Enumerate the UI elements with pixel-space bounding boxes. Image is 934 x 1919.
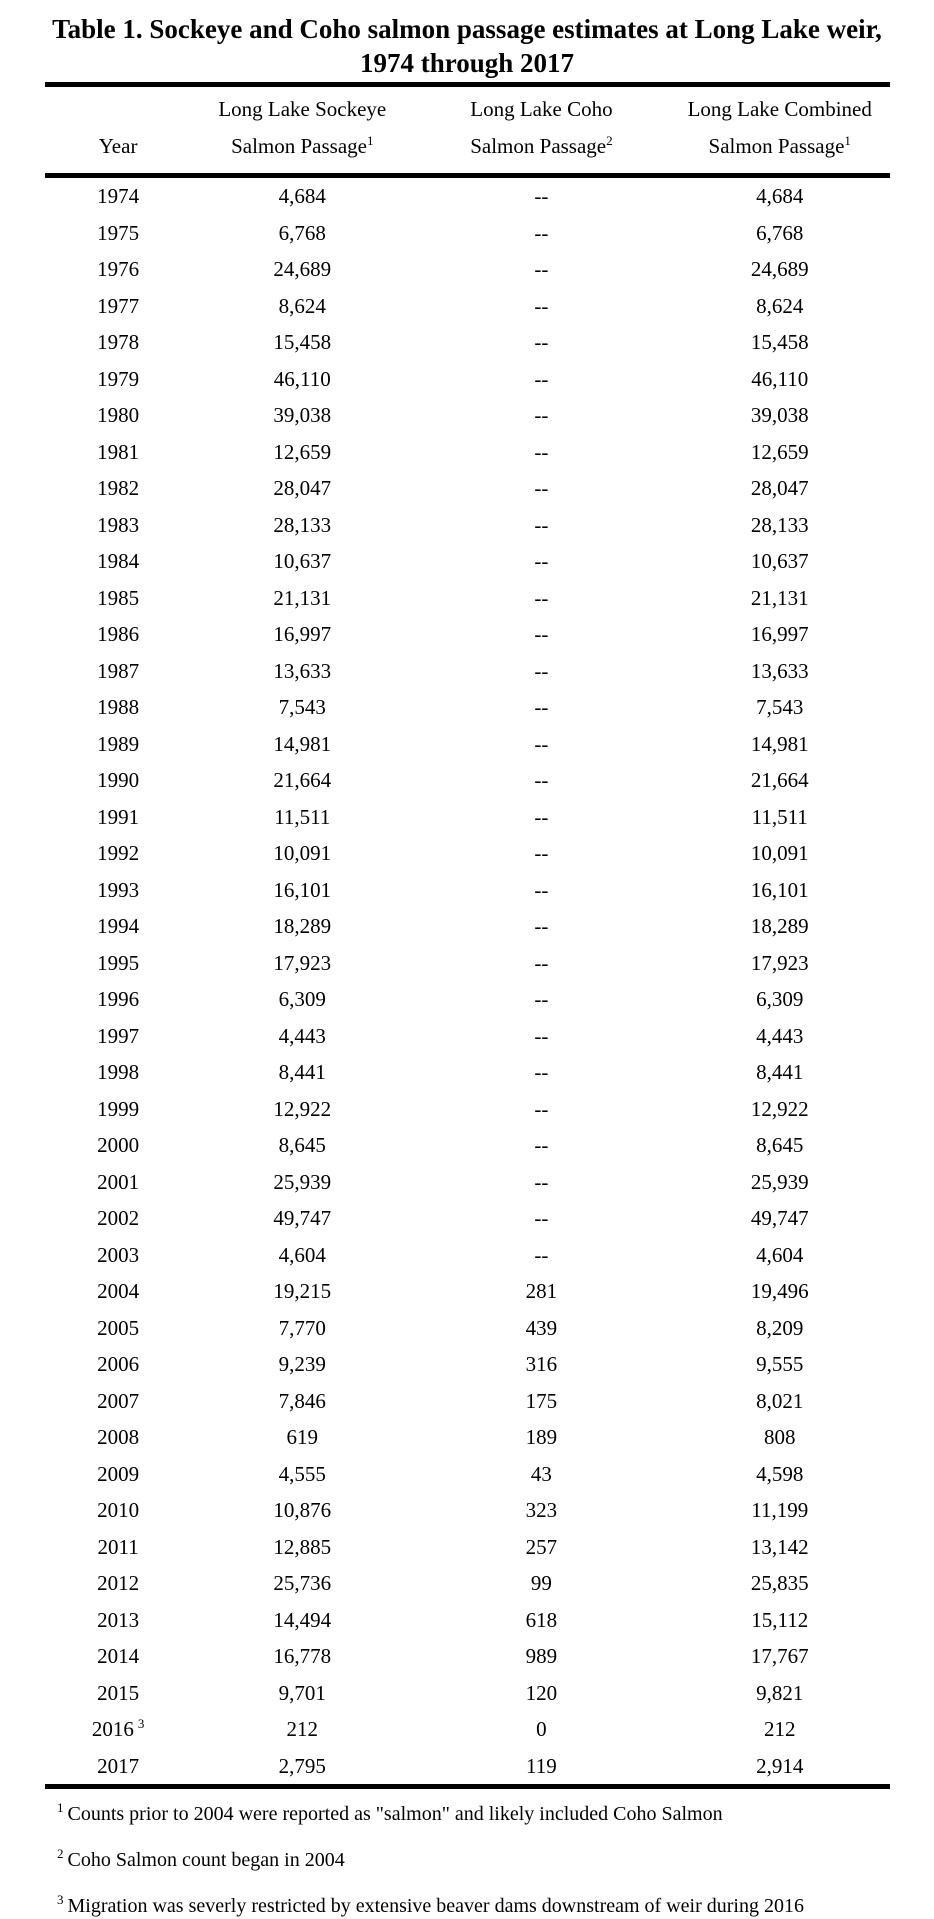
table-title-line1: Table 1. Sockeye and Coho salmon passage estimates at Long Lake weir, <box>52 14 882 44</box>
combined-cell: 2,914 <box>756 1753 804 1778</box>
combined-cell: 808 <box>763 1425 796 1449</box>
column-header-combined-line1: Long Lake Combined <box>687 97 872 121</box>
column-header-sockeye-line1: Long Lake Sockeye <box>218 97 387 121</box>
sockeye-cell: 49,747 <box>273 1206 332 1230</box>
sockeye-cell: 4,684 <box>278 184 326 208</box>
coho-cell: 175 <box>525 1388 558 1413</box>
year-cell: 2014 <box>97 1644 140 1668</box>
table-row <box>45 1273 890 1310</box>
column-header-year <box>45 85 191 176</box>
table-row <box>45 799 890 836</box>
combined-cell: 8,021 <box>756 1388 804 1413</box>
table-row <box>45 981 890 1018</box>
column-header-year-label: Year <box>98 134 138 158</box>
sockeye-cell: 7,770 <box>278 1315 326 1340</box>
coho-cell: 989 <box>525 1644 558 1668</box>
year-cell: 2001 <box>97 1169 140 1194</box>
sockeye-cell: 8,441 <box>278 1060 326 1084</box>
year-cell: 1987 <box>97 658 140 683</box>
footnote-3 <box>57 1891 934 1919</box>
table-row <box>45 835 890 872</box>
coho-cell: -- <box>534 1096 549 1121</box>
footnote-text: Counts prior to 2004 were reported as "salmon" and likely included Coho Salmon <box>67 1803 723 1825</box>
sockeye-cell: 4,443 <box>278 1023 326 1048</box>
year-cell: 2008 <box>97 1425 140 1449</box>
sockeye-cell: 14,494 <box>273 1607 332 1632</box>
table-row <box>45 1127 890 1164</box>
sockeye-cell: 11,511 <box>274 804 331 829</box>
column-header-coho-line1: Long Lake Coho <box>470 97 613 121</box>
year-cell: 1984 <box>97 549 140 573</box>
table-row <box>45 726 890 763</box>
sockeye-cell: 8,624 <box>278 293 326 318</box>
combined-cell: 21,664 <box>750 768 809 792</box>
year-cell: 2012 <box>97 1571 140 1595</box>
combined-cell: 6,309 <box>756 987 804 1011</box>
column-header-combined <box>669 85 890 176</box>
combined-cell: 25,835 <box>750 1571 809 1595</box>
sockeye-cell: 46,110 <box>273 366 331 391</box>
combined-cell: 8,441 <box>756 1060 804 1084</box>
header-row <box>45 85 890 176</box>
sockeye-cell: 28,133 <box>273 512 332 537</box>
footnote-text: Migration was severly restricted by extensive beaver dams downstream of weir during 2016 <box>67 1895 804 1917</box>
sockeye-cell: 7,543 <box>278 695 326 719</box>
sockeye-cell: 21,131 <box>273 585 332 610</box>
combined-cell: 10,091 <box>750 841 809 865</box>
footnote-2 <box>57 1845 934 1875</box>
sockeye-cell: 19,215 <box>273 1279 332 1303</box>
salmon-passage-table <box>45 82 890 1789</box>
footnote-marker-1: 1 <box>366 133 374 148</box>
combined-cell: 15,458 <box>750 330 809 354</box>
table-row <box>45 689 890 726</box>
table-row <box>45 176 890 215</box>
combined-cell: 16,101 <box>750 877 809 902</box>
sockeye-cell: 15,458 <box>273 330 332 354</box>
year-cell: 1981 <box>97 439 140 464</box>
coho-cell: 281 <box>525 1279 558 1303</box>
coho-cell: -- <box>534 549 549 573</box>
sockeye-cell: 9,701 <box>278 1680 326 1705</box>
sockeye-cell: 25,736 <box>273 1571 332 1595</box>
year-cell: 2004 <box>97 1279 140 1303</box>
coho-cell: -- <box>534 695 549 719</box>
footnote-marker-2: 2 <box>57 1846 64 1862</box>
table-row <box>45 1456 890 1493</box>
coho-cell: -- <box>534 512 549 537</box>
coho-cell: -- <box>534 731 549 756</box>
coho-cell: -- <box>534 330 549 354</box>
table-row <box>45 288 890 325</box>
coho-cell: -- <box>534 439 549 464</box>
combined-cell: 24,689 <box>750 257 809 281</box>
sockeye-cell: 39,038 <box>273 403 332 427</box>
combined-cell: 17,923 <box>750 950 809 975</box>
coho-cell: 99 <box>530 1571 552 1595</box>
year-cell: 2005 <box>97 1315 140 1340</box>
year-cell: 1994 <box>97 914 140 938</box>
sockeye-cell: 17,923 <box>273 950 332 975</box>
year-cell: 1988 <box>97 695 140 719</box>
combined-cell: 11,199 <box>751 1498 809 1522</box>
year-cell: 2013 <box>97 1607 140 1632</box>
table-row <box>45 470 890 507</box>
table-row <box>45 1383 890 1420</box>
coho-cell: -- <box>534 585 549 610</box>
coho-cell: 0 <box>536 1717 547 1741</box>
table-row <box>45 580 890 617</box>
sockeye-cell: 21,664 <box>273 768 332 792</box>
table-row <box>45 1602 890 1639</box>
table-row <box>45 1346 890 1383</box>
combined-cell: 9,821 <box>756 1680 804 1705</box>
column-header-sockeye <box>191 85 413 176</box>
combined-cell: 7,543 <box>756 695 804 719</box>
coho-cell: -- <box>534 476 549 500</box>
combined-cell: 8,624 <box>756 293 804 318</box>
table-row <box>45 1200 890 1237</box>
footnote-marker-1: 1 <box>844 133 851 148</box>
coho-cell: 257 <box>525 1534 558 1559</box>
table-row <box>45 653 890 690</box>
coho-cell: -- <box>534 257 549 281</box>
coho-cell: 618 <box>525 1607 558 1632</box>
combined-cell: 21,131 <box>750 585 809 610</box>
coho-cell: -- <box>534 1169 549 1194</box>
sockeye-cell: 7,846 <box>278 1388 326 1413</box>
coho-cell: 189 <box>525 1425 558 1449</box>
combined-cell: 14,981 <box>750 731 809 756</box>
coho-cell: -- <box>534 658 549 683</box>
coho-cell: -- <box>534 1133 549 1157</box>
table-row <box>45 908 890 945</box>
combined-cell: 39,038 <box>750 403 809 427</box>
sockeye-cell: 16,101 <box>273 877 332 902</box>
year-cell: 1978 <box>97 330 140 354</box>
coho-cell: 120 <box>525 1680 558 1705</box>
column-header-coho-line2: Salmon Passage$^2$ <box>470 133 613 158</box>
sockeye-cell: 24,689 <box>273 257 332 281</box>
combined-cell: 17,767 <box>750 1644 809 1668</box>
table-row <box>45 397 890 434</box>
coho-cell: 119 <box>526 1753 557 1778</box>
table-header <box>45 85 890 176</box>
year-cell: 1997 <box>97 1023 140 1048</box>
table-row <box>45 1091 890 1128</box>
footnote-marker-2: 2 <box>606 133 613 148</box>
table-row <box>45 1018 890 1055</box>
combined-cell: 28,133 <box>750 512 809 537</box>
coho-cell: 316 <box>525 1352 558 1376</box>
footnote-marker-3: 3 <box>137 1716 145 1731</box>
footnote-1 <box>57 1799 934 1829</box>
year-cell: 2016 $^3$ <box>91 1716 145 1741</box>
year-cell: 1990 <box>97 768 140 792</box>
combined-cell: 18,289 <box>750 914 809 938</box>
combined-cell: 4,443 <box>756 1023 804 1048</box>
table-row <box>45 1237 890 1274</box>
table-row <box>45 872 890 909</box>
year-cell: 2011 <box>97 1534 139 1559</box>
year-cell: 1986 <box>97 622 140 646</box>
table-row <box>45 215 890 252</box>
table-row <box>45 1054 890 1091</box>
coho-cell: -- <box>534 950 549 975</box>
column-header-sockeye-line2: Salmon Passage$^1$ <box>231 133 374 158</box>
year-cell: 1977 <box>97 293 140 318</box>
table-row <box>45 1748 890 1787</box>
combined-cell: 6,768 <box>756 220 804 245</box>
year-cell: 1995 <box>97 950 140 975</box>
table-row <box>45 324 890 361</box>
sockeye-cell: 12,885 <box>273 1534 332 1559</box>
year-cell: 1985 <box>97 585 140 610</box>
table-row <box>45 1529 890 1566</box>
year-cell: 2015 <box>97 1680 140 1705</box>
combined-cell: 46,110 <box>751 366 809 391</box>
combined-cell: 8,209 <box>756 1315 804 1340</box>
year-cell: 1983 <box>97 512 140 537</box>
table-row <box>45 1638 890 1675</box>
table-body <box>45 176 890 1787</box>
table-row <box>45 945 890 982</box>
year-cell: 1979 <box>97 366 140 391</box>
coho-cell: -- <box>534 877 549 902</box>
coho-cell: -- <box>534 768 549 792</box>
coho-cell: -- <box>534 403 549 427</box>
footnote-text: Coho Salmon count began in 2004 <box>67 1849 345 1871</box>
coho-cell: -- <box>534 1060 549 1084</box>
table-row <box>45 1565 890 1602</box>
table-row <box>45 762 890 799</box>
year-cell: 1999 <box>97 1096 140 1121</box>
sockeye-cell: 619 <box>286 1425 319 1449</box>
sockeye-cell: 12,659 <box>273 439 332 464</box>
coho-cell: 43 <box>530 1461 552 1486</box>
sockeye-cell: 6,768 <box>278 220 326 245</box>
coho-cell: -- <box>534 1023 549 1048</box>
year-cell: 1980 <box>97 403 140 427</box>
table-row <box>45 251 890 288</box>
footnotes <box>57 1799 934 1919</box>
sockeye-cell: 4,604 <box>278 1242 326 1267</box>
table-row <box>45 507 890 544</box>
combined-cell: 15,112 <box>751 1607 809 1632</box>
table-title-line2: 1974 through 2017 <box>359 48 575 78</box>
table-title <box>0 0 934 80</box>
sockeye-cell: 12,922 <box>273 1096 332 1121</box>
footnote-marker-1: 1 <box>57 1800 64 1816</box>
combined-cell: 10,637 <box>750 549 809 573</box>
table-row <box>45 361 890 398</box>
coho-cell: -- <box>534 841 549 865</box>
sockeye-cell: 14,981 <box>273 731 332 756</box>
sockeye-cell: 212 <box>286 1717 319 1741</box>
combined-cell: 12,659 <box>750 439 809 464</box>
table-row <box>45 1711 890 1748</box>
column-header-combined-line2: Salmon Passage$^1$ <box>708 133 851 158</box>
coho-cell: -- <box>534 220 549 245</box>
year-cell: 1996 <box>97 987 140 1011</box>
combined-cell: 28,047 <box>750 476 809 500</box>
table-row <box>45 434 890 471</box>
year-cell: 2010 <box>97 1498 140 1522</box>
sockeye-cell: 10,637 <box>273 549 332 573</box>
combined-cell: 212 <box>763 1717 796 1741</box>
coho-cell: -- <box>534 804 549 829</box>
coho-cell: -- <box>534 914 549 938</box>
coho-cell: -- <box>534 987 549 1011</box>
year-cell: 1992 <box>97 841 140 865</box>
year-cell: 1976 <box>97 257 140 281</box>
year-cell: 2007 <box>97 1388 140 1413</box>
coho-cell: 439 <box>525 1315 558 1340</box>
combined-cell: 12,922 <box>750 1096 809 1121</box>
table-row <box>45 616 890 653</box>
combined-cell: 4,604 <box>756 1242 804 1267</box>
coho-cell: -- <box>534 184 549 208</box>
coho-cell: 323 <box>525 1498 558 1522</box>
combined-cell: 11,511 <box>751 804 808 829</box>
coho-cell: -- <box>534 293 549 318</box>
sockeye-cell: 6,309 <box>278 987 326 1011</box>
year-cell: 1991 <box>97 804 140 829</box>
table-row <box>45 1164 890 1201</box>
year-cell: 2017 <box>97 1753 140 1778</box>
year-cell: 1989 <box>97 731 140 756</box>
table-row <box>45 1492 890 1529</box>
combined-cell: 4,598 <box>756 1461 804 1486</box>
sockeye-cell: 10,876 <box>273 1498 332 1522</box>
sockeye-cell: 9,239 <box>278 1352 326 1376</box>
table-row <box>45 1419 890 1456</box>
year-cell: 1974 <box>97 184 140 208</box>
combined-cell: 13,142 <box>750 1534 809 1559</box>
combined-cell: 19,496 <box>750 1279 809 1303</box>
year-cell: 2009 <box>97 1461 140 1486</box>
coho-cell: -- <box>534 622 549 646</box>
table-row <box>45 1310 890 1347</box>
coho-cell: -- <box>534 1242 549 1267</box>
combined-cell: 8,645 <box>756 1133 804 1157</box>
year-cell: 1998 <box>97 1060 140 1084</box>
sockeye-cell: 25,939 <box>273 1169 332 1194</box>
year-cell: 2002 <box>97 1206 140 1230</box>
year-cell: 1993 <box>97 877 140 902</box>
year-cell: 2003 <box>97 1242 140 1267</box>
sockeye-cell: 16,997 <box>273 622 332 646</box>
sockeye-cell: 2,795 <box>278 1753 326 1778</box>
table-row <box>45 543 890 580</box>
sockeye-cell: 13,633 <box>273 658 332 683</box>
year-cell: 1982 <box>97 476 140 500</box>
sockeye-cell: 18,289 <box>273 914 332 938</box>
column-header-coho <box>413 85 669 176</box>
table-row <box>45 1675 890 1712</box>
combined-cell: 16,997 <box>750 622 809 646</box>
year-cell: 1975 <box>97 220 140 245</box>
year-cell: 2006 <box>97 1352 140 1376</box>
combined-cell: 9,555 <box>756 1352 804 1376</box>
year-cell: 2000 <box>97 1133 140 1157</box>
sockeye-cell: 28,047 <box>273 476 332 500</box>
coho-cell: -- <box>534 366 549 391</box>
sockeye-cell: 8,645 <box>278 1133 326 1157</box>
sockeye-cell: 16,778 <box>273 1644 332 1668</box>
combined-cell: 4,684 <box>756 184 804 208</box>
footnote-marker-3: 3 <box>57 1892 64 1908</box>
combined-cell: 25,939 <box>750 1169 809 1194</box>
combined-cell: 13,633 <box>750 658 809 683</box>
coho-cell: -- <box>534 1206 549 1230</box>
sockeye-cell: 10,091 <box>273 841 332 865</box>
combined-cell: 49,747 <box>750 1206 809 1230</box>
sockeye-cell: 4,555 <box>278 1461 326 1486</box>
